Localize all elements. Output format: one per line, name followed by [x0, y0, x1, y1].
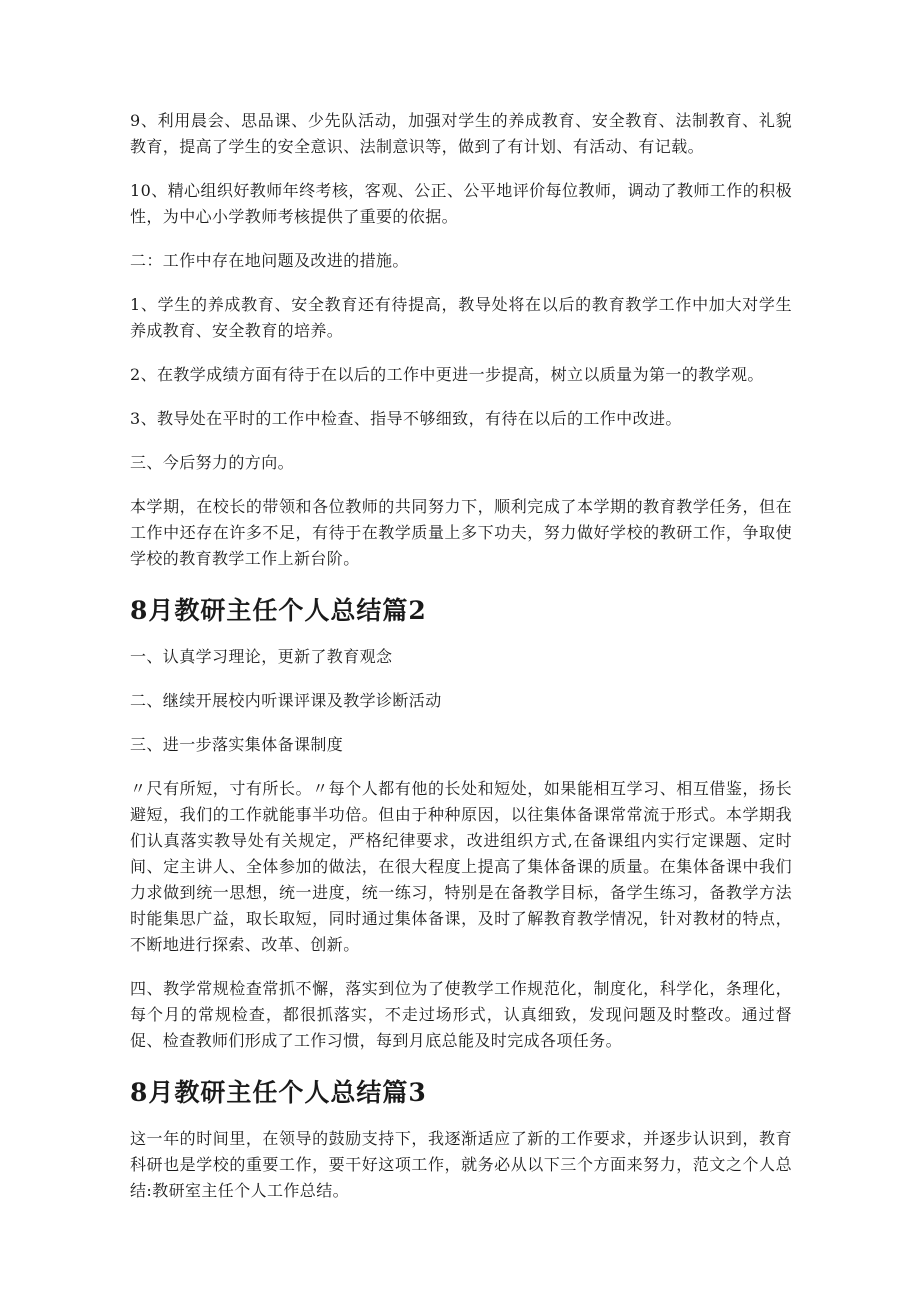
paragraph-item-9: 9、利用晨会、思品课、少先队活动，加强对学生的养成教育、安全教育、法制教育、礼貌教育，提高了学生的安全意识、法制意识等，做到了有计划、有活动、有记载。 — [130, 111, 792, 156]
paragraph-section-3-intro: 这一年的时间里，在领导的鼓励支持下，我逐渐适应了新的工作要求，并逐步认识到，教育科研也是学校的重要工作，要干好这项工作，就务必从以下三个方面来努力，范文之个人总结:教研室主任个人工作总结。 — [130, 1129, 792, 1200]
paragraph-direction: 本学期，在校长的带领和各位教师的共同努力下，顺利完成了本学期的教育教学任务，但在工作中还存在许多不足，有待于在教学质量上多下功夫，努力做好学校的教研工作，争取使学校的教育教学工作上新台阶。 — [130, 497, 792, 568]
direction-heading: 三、今后努力的方向。 — [130, 453, 295, 472]
paragraph-problem-1: 1、学生的养成教育、安全教育还有待提高，教导处将在以后的教育教学工作中加大对学生养成教育、安全教育的培养。 — [130, 295, 792, 340]
section-3-title: 8月教研主任个人总结篇3 — [130, 1078, 427, 1107]
paragraph-problem-3: 3、教导处在平时的工作中检查、指导不够细致，有待在以后的工作中改进。 — [130, 409, 682, 428]
problems-heading: 二：工作中存在地问题及改进的措施。 — [130, 251, 409, 270]
paragraph-point-3: 三、进一步落实集体备课制度 — [130, 735, 344, 754]
paragraph-item-10: 10、精心组织好教师年终考核，客观、公正、公平地评价每位教师，调动了教师工作的积极性，为中心小学教师考核提供了重要的依据。 — [130, 181, 792, 226]
section-2-title: 8月教研主任个人总结篇2 — [130, 596, 427, 625]
document-page — [130, 108, 792, 1204]
paragraph-problem-2: 2、在教学成绩方面有待于在以后的工作中更进一步提高，树立以质量为第一的教学观。 — [130, 365, 764, 384]
paragraph-point-4: 四、教学常规检查常抓不懈，落实到位为了使教学工作规范化，制度化，科学化，条理化，每个月的常规检查，都很抓落实，不走过场形式，认真细致，发现问题及时整改。通过督促、检查教师们形成了工作习惯，每到月底总能及时完成各项任务。 — [130, 979, 792, 1050]
paragraph-point-2: 二、继续开展校内听课评课及教学诊断活动 — [130, 691, 442, 710]
paragraph-point-1: 一、认真学习理论，更新了教育观念 — [130, 647, 393, 666]
paragraph-point-3-text: 〃尺有所短，寸有所长。〃每个人都有他的长处和短处，如果能相互学习、相互借鉴，扬长避短，我们的工作就能事半功倍。但由于种种原因，以往集体备课常常流于形式。本学期我们认真落实教导处有关规定，严格纪律要求，改进组织方式,在备课组内实行定课题、定时间、定主讲人、全体参加的做法，在很大程度上提高了集体备课的质量。在集体备课中我们力求做到统一思想，统一进度，统一练习，特别是在备教学目标，备学生练习，备教学方法时能集思广益，取长取短，同时通过集体备课，及时了解教育教学情况，针对教材的特点，不断地进行探索、改革、创新。 — [130, 779, 792, 954]
